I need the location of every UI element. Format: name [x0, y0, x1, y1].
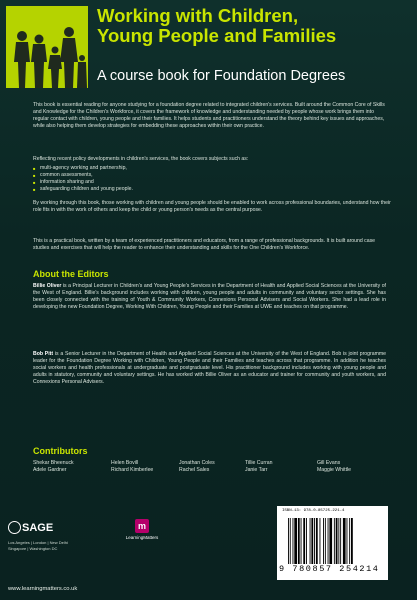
barcode-bars-icon: [288, 518, 374, 564]
editor-name: Billie Oliver: [33, 283, 62, 289]
contributors-heading: Contributors: [33, 446, 88, 456]
barcode-digits: 9 780857 254214: [279, 564, 380, 574]
editor-bio-text: is a Principal Lecturer in Children's and Young People's Services in the Department of Health and Applied Social Sciences at the University of the West of England. Billie's background includes working with children, young people and adults in community and voluntary sector settings. She has been closely connected with the training of Youth & Community Workers, Connexions Personal Advisers and Social Workers. She had a lead role in developing the new Foundation Degree, Working With Children, Young People and their Families at UWE and teaches on that programme.: [33, 283, 386, 311]
isbn-barcode: [277, 506, 388, 580]
contributor-name: Jonathan Coles: [179, 460, 215, 466]
contributor-name: Rachel Sales: [179, 467, 210, 474]
learningmatters-logo: [118, 519, 166, 540]
publisher-location-line: Los Angeles | London | New Delhi: [8, 540, 68, 545]
intro-paragraph: This book is essential reading for anyone studying for a foundation degree related to integrated children's services. Built around the Common Core of Skills and Knowledge for the Children's Workforce, it covers the framework of knowledge and understanding needed by people whose work brings them into regular contact with children, young people and their families. It helps students and practitioners understand the theory behind key issues and approaches, while also helping them develop strategies for embedding these approaches within their own practice.: [33, 102, 385, 130]
book-title-line-1: Working with Children,: [97, 5, 299, 26]
editor-bio-billie-oliver: [33, 283, 386, 311]
topic-item: ■ information sharing and: [33, 179, 391, 186]
contributors-column: [111, 460, 181, 475]
working-paragraph: By working through this book, those working with children and young people should be enabled to work across professional boundaries, understand how their role fits in with the work of others and keep the child or young person's needs as the central purpose.: [33, 200, 391, 214]
sage-wordmark: SAGE: [22, 521, 54, 534]
contributor-name: Adele Gardner: [33, 467, 67, 474]
sage-publisher-block: [8, 521, 108, 551]
topic-item: ■ safeguarding children and young people.: [33, 186, 391, 193]
contributor-name: Maggie Whittle: [317, 467, 351, 474]
contributors-column: [33, 460, 103, 475]
contributor-name: Helen Bovill: [111, 460, 139, 466]
topic-item: ■ multi-agency working and partnership,: [33, 165, 391, 172]
learningmatters-m-icon: m: [135, 519, 149, 533]
family-silhouette-logo-icon: [6, 6, 88, 88]
publisher-website: www.learningmatters.co.uk: [8, 586, 78, 592]
learningmatters-wordmark: LearningMatters: [125, 535, 159, 540]
isbn-number: ISBN-13: 978-0-85725-221-4: [282, 509, 345, 513]
editor-name: Bob Pitt: [33, 351, 54, 357]
contributors-column: [245, 460, 315, 475]
reflecting-paragraph: Reflecting recent policy developments in children's services, the book covers subjects such as:: [33, 156, 249, 162]
editor-bio-bob-pitt: [33, 351, 386, 386]
publisher-location-line: Singapore | Washington DC: [8, 545, 58, 551]
contributor-name: Gill Evans: [317, 460, 341, 466]
contributor-name: Tillie Curran: [245, 460, 273, 466]
topic-item: ■ common assessments,: [33, 172, 391, 179]
about-editors-heading: About the Editors: [33, 269, 109, 279]
publisher-locations: [8, 540, 108, 551]
contributors-column: [317, 460, 387, 475]
book-subtitle: A course book for Foundation Degrees: [97, 68, 346, 84]
book-title: [97, 6, 413, 46]
contributor-name: Richard Kimberlee: [111, 467, 154, 474]
editor-bio-text: is a Senior Lecturer in the Department of Health and Applied Social Sciences at the University of the West of England. Bob is joint programme leader for the Foundation Degree Working with Children, Young People and their Families and teaches across that programme. In addition he teaches social workers and health professionals at undergraduate and postgraduate level. His practitioner background includes working with young people and adults in statutory, community and voluntary settings. He has worked with Billie Oliver as an educator and trainer for community and youth workers, and Connexions Personal Advisers.: [33, 351, 386, 386]
contributors-column: [179, 460, 249, 475]
contributor-name: Janie Tarr: [245, 467, 268, 474]
sage-logo: [8, 521, 108, 534]
sage-circle-icon: [8, 521, 21, 534]
contributor-name: Shekar Bheenuck: [33, 460, 74, 466]
practical-paragraph: This is a practical book, written by a team of experienced practitioners and educators, from a range of professional backgrounds. It is built around case studies and exercises that will help the reader to enhance their understanding and skills for the One Children's Workforce.: [33, 238, 376, 252]
book-title-line-2: Young People and Families: [97, 25, 337, 46]
topics-list: [33, 165, 391, 193]
